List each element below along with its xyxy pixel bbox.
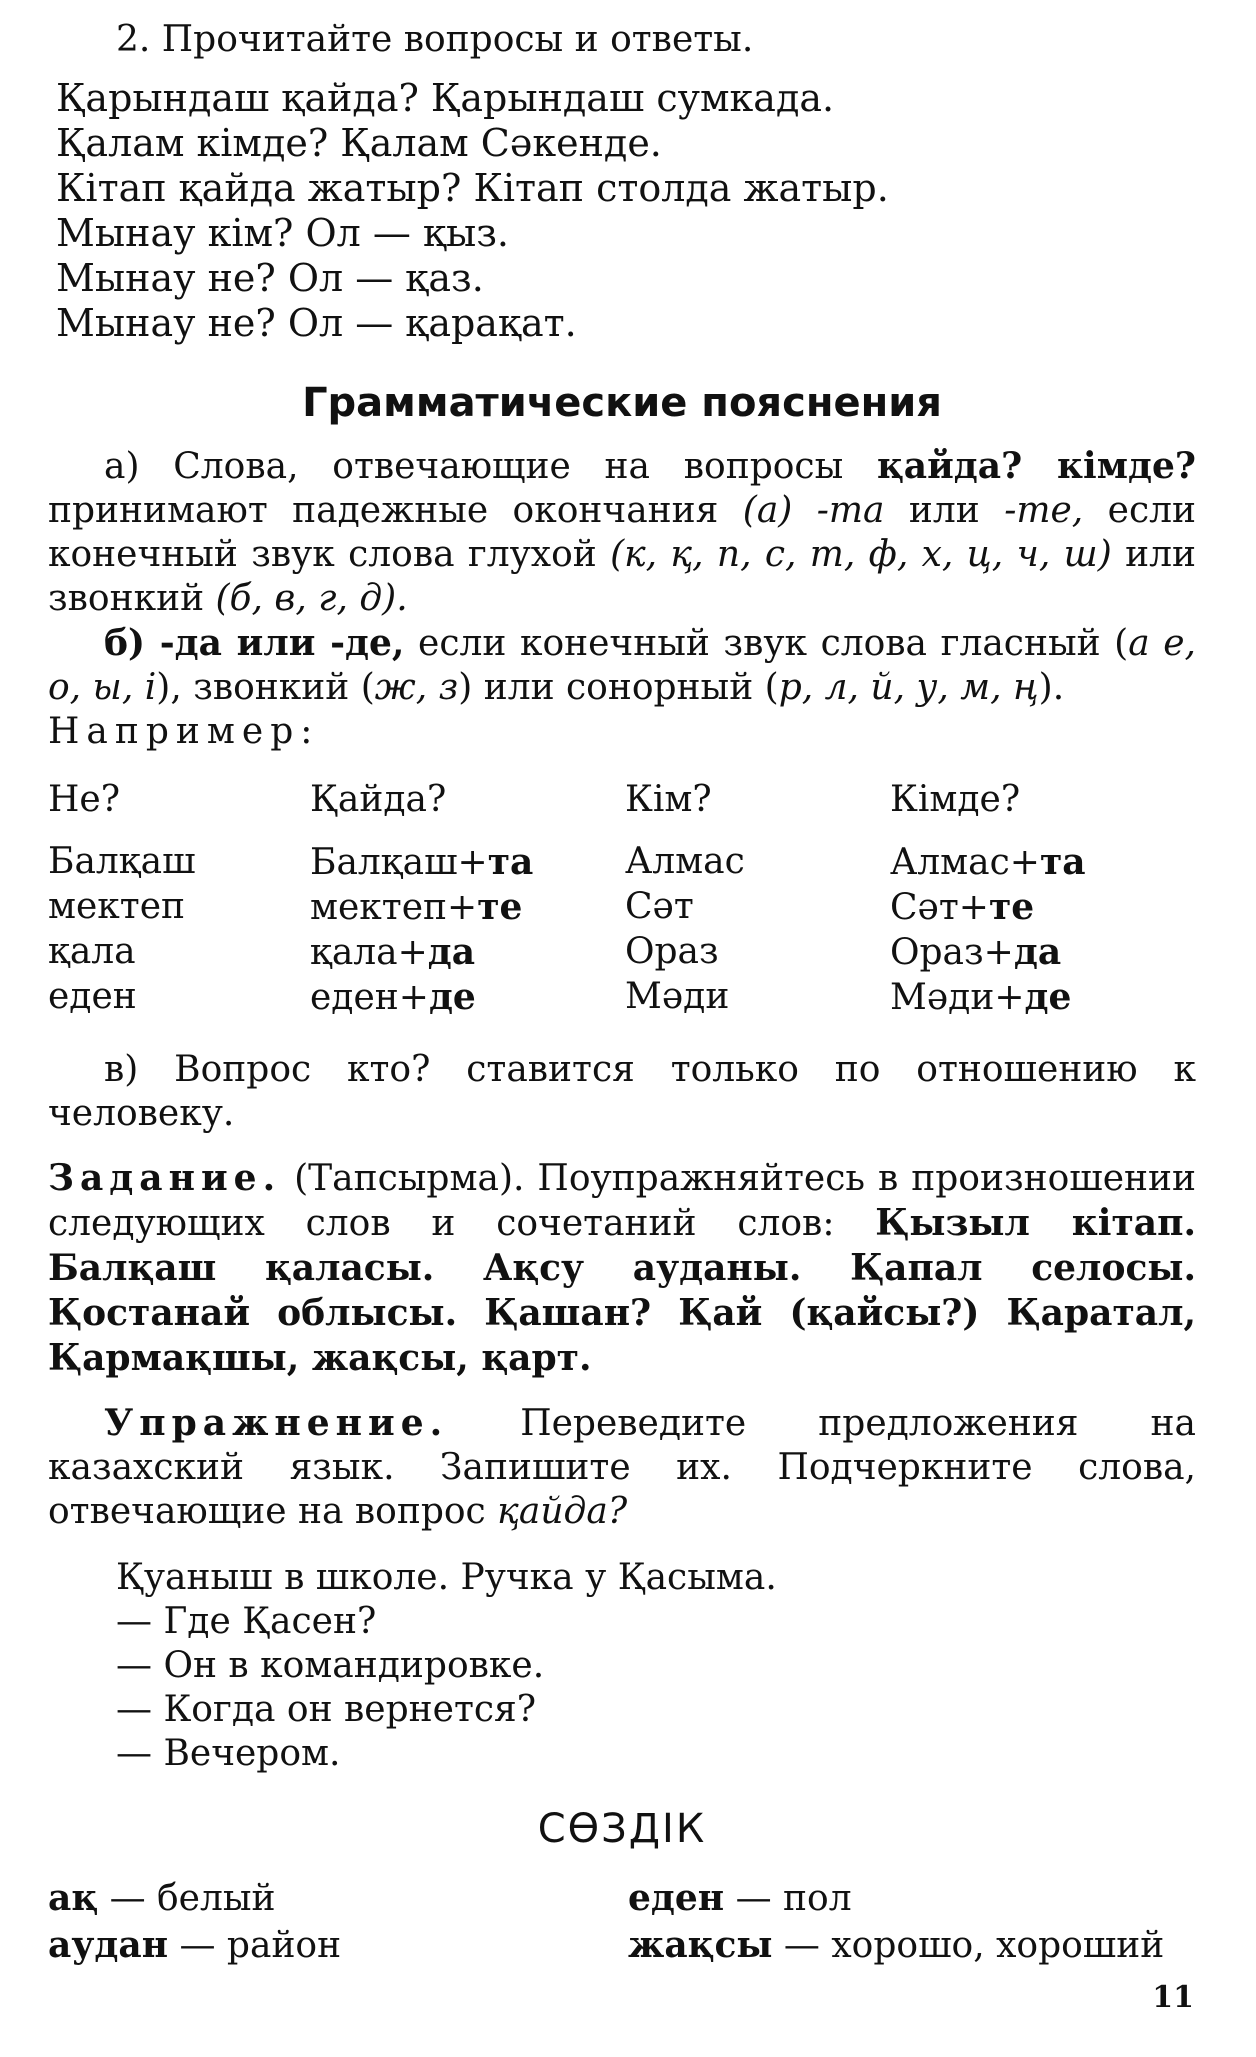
task-words: Қызыл кітап. Балқаш қаласы. Ақсу ауданы. Қапал селосы. Қостанай облысы. Қашан? Қай (қайсы?) Қаратал, Қармақшы, жақсы, қарт.: [48, 1202, 1196, 1379]
table-cell: Мәди: [625, 976, 730, 1017]
table-cell: Ораз: [625, 931, 719, 972]
table-cell: еден+де: [310, 976, 476, 1018]
qa-line: Қалам кімде? Қалам Сәкенде.: [56, 121, 662, 165]
exercise-2-lines: [56, 76, 1196, 346]
table-cell: Балқаш: [48, 841, 196, 882]
qa-line: Мынау кім? Ол — қыз.: [56, 211, 510, 255]
sentence-line: — Он в командировке.: [116, 1645, 545, 1686]
vocab-entry: аудан — район: [48, 1924, 342, 1966]
table-cell: Ораз+да: [890, 931, 1062, 973]
vocab-entry: ақ — белый: [48, 1877, 276, 1919]
task-paragraph: Задание. (Тапсырма). Поупражняйтесь в произношении следующих слов и сочетаний слов: Қызыл кітап. Балқаш қаласы. Ақсу ауданы. Қапал селосы. Қостанай облысы. Қашан? Қай (қайсы?) Қаратал, Қармақшы, жақсы, қарт.: [48, 1157, 1196, 1379]
sentence-line: — Где Қасен?: [116, 1601, 377, 1642]
exercise-label: Упражнение.: [104, 1402, 449, 1444]
table-header: Кім?: [625, 779, 712, 820]
qa-line: Қарындаш қайда? Қарындаш сумкада.: [56, 76, 835, 120]
table-header-row: [48, 778, 1190, 840]
table-cell: Алмас: [625, 841, 745, 882]
grammar-rule-v: в) Вопрос кто? ставится только по отношению к человеку.: [48, 1049, 1196, 1134]
table-cell: қала: [48, 931, 136, 972]
table-header: Қайда?: [310, 779, 447, 820]
exercise-paragraph: Упражнение. Переведите предложения на казахский язык. Запишите их. Подчеркните слова, отвечающие на вопрос қайда?: [48, 1402, 1196, 1532]
table-cell: қала+да: [310, 931, 476, 973]
table-cell: мектеп: [48, 886, 186, 927]
page-number: 11: [1152, 1980, 1194, 2015]
table-header: Кімде?: [890, 779, 1021, 820]
qa-line: Мынау не? Ол — қарақат.: [56, 301, 577, 345]
table-cell: Алмас+та: [890, 841, 1086, 883]
grammar-rule-b: б) -да или -де, если конечный звук слова гласный (а е, о, ы, і), звонкий (ж, з) или сонорный (р, л, й, у, м, ң).: [48, 622, 1197, 708]
case-endings-table: [48, 778, 1190, 1020]
table-cell: Сәт+те: [890, 886, 1035, 928]
grammar-heading: Грамматические пояснения: [302, 380, 942, 426]
sentence-line: — Когда он вернется?: [116, 1689, 537, 1730]
table-cell: мектеп+те: [310, 886, 523, 928]
table-cell: Сәт: [625, 886, 694, 927]
vocab-entry: еден — пол: [628, 1877, 852, 1919]
task-label: Задание.: [48, 1157, 282, 1199]
table-row: [48, 930, 1190, 975]
table-row: [48, 975, 1190, 1020]
table-row: [48, 840, 1190, 885]
vocabulary-heading: СӨЗДІК: [537, 1806, 707, 1852]
table-header: Не?: [48, 779, 120, 820]
table-cell: еден: [48, 976, 137, 1017]
exercise-sentences: [116, 1556, 1196, 1776]
table-cell: Мәди+де: [890, 976, 1072, 1018]
table-row: [48, 885, 1190, 930]
sentence-line: Қуаныш в школе. Ручка у Қасыма.: [116, 1557, 777, 1598]
sentence-line: — Вечером.: [116, 1733, 341, 1774]
exercise-2-title: 2. Прочитайте вопросы и ответы.: [116, 19, 754, 60]
grammar-rule-a: а) Слова, отвечающие на вопросы қайда? кімде? принимают падежные окончания (а) -та или -те, если конечный звук слова глухой (к, қ, п, с, т, ф, х, ц, ч, ш) или звонкий (б, в, г, д).: [48, 445, 1197, 619]
qa-line: Мынау не? Ол — қаз.: [56, 256, 484, 300]
example-label: Например:: [48, 711, 320, 752]
qa-line: Кітап қайда жатыр? Кітап столда жатыр.: [56, 166, 889, 210]
table-cell: Балқаш+та: [310, 841, 534, 883]
vocab-entry: жақсы — хорошо, хороший: [628, 1924, 1165, 1966]
vocabulary-list: [48, 1876, 1196, 1968]
